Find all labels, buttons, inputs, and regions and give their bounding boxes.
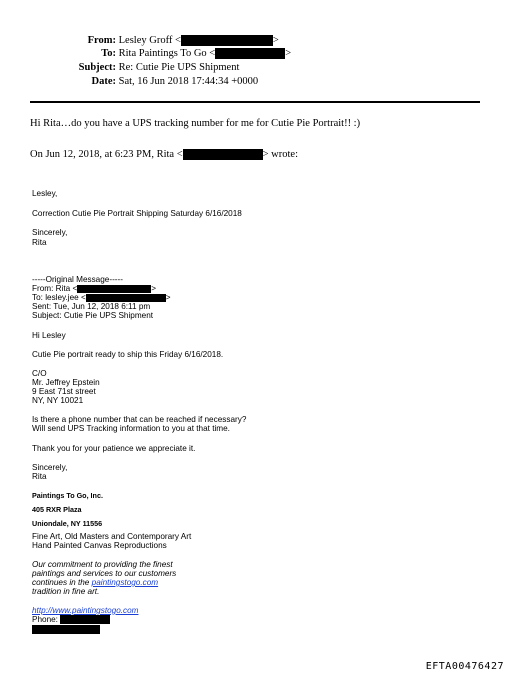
original-to-text: To: lesley.jee < xyxy=(32,293,86,302)
to-label: To: xyxy=(101,48,116,59)
redaction-box xyxy=(86,294,166,302)
will-send-line: Will send UPS Tracking information to you at that time. xyxy=(32,424,230,433)
quoted-greeting: Lesley, xyxy=(32,189,58,198)
close-bracket: > xyxy=(272,35,279,46)
address-line-1: C/O xyxy=(32,369,47,378)
original-sincerely: Sincerely, xyxy=(32,463,68,472)
signature-address-2: Uniondale, NY 11556 xyxy=(32,519,103,528)
signature-commit-1: Our commitment to providing the finest xyxy=(32,560,173,569)
original-sent: Sent: Tue, Jun 12, 2018 6:11 pm xyxy=(32,302,151,311)
thanks-line: Thank you for your patience we appreciate it. xyxy=(32,444,196,453)
phone-label: Phone: xyxy=(32,615,58,624)
signature-commit-4: tradition in fine art. xyxy=(32,587,100,596)
document-id: EFTA00476427 xyxy=(425,661,504,672)
redaction-box xyxy=(181,35,273,46)
reply-text: Hi Rita…do you have a UPS tracking number for me for Cutie Pie Portrait!! :) xyxy=(30,118,361,129)
close-bracket: > xyxy=(165,293,171,302)
address-line-2: Mr. Jeffrey Epstein xyxy=(32,378,100,387)
original-greeting: Hi Lesley xyxy=(32,331,66,340)
from-label: From: xyxy=(87,35,116,46)
close-bracket: > xyxy=(285,48,292,59)
redaction-box xyxy=(215,48,285,59)
quoted-correction: Correction Cutie Pie Portrait Shipping Saturday 6/16/2018 xyxy=(32,209,242,218)
signature-tagline-2: Hand Painted Canvas Reproductions xyxy=(32,541,167,550)
original-subject: Subject: Cutie Pie UPS Shipment xyxy=(32,311,154,320)
signature-address-1: 405 RXR Plaza xyxy=(32,505,82,514)
signature-phone xyxy=(32,615,110,625)
address-line-3: 9 East 71st street xyxy=(32,387,96,396)
quoted-sincerely: Sincerely, xyxy=(32,228,68,237)
redaction-box xyxy=(60,615,110,624)
header-from xyxy=(30,34,279,47)
to-value: Rita Paintings To Go < xyxy=(118,48,216,59)
close-bracket: > xyxy=(151,284,157,293)
date-label: Date: xyxy=(91,76,116,87)
original-name: Rita xyxy=(32,472,47,481)
subject-label: Subject: xyxy=(78,62,116,73)
commit-3-prefix: continues in the xyxy=(32,578,92,587)
from-value: Lesley Groff < xyxy=(118,35,181,46)
signature-commit-2: paintings and services to our customers xyxy=(32,569,177,578)
original-ready: Cutie Pie portrait ready to ship this Friday 6/16/2018. xyxy=(32,350,224,359)
address-line-4: NY, NY 10021 xyxy=(32,396,84,405)
subject-value: Re: Cutie Pie UPS Shipment xyxy=(118,62,240,73)
header-date xyxy=(30,75,258,88)
header-to xyxy=(30,47,291,60)
redaction-box xyxy=(183,149,263,160)
quote-intro-prefix: On Jun 12, 2018, at 6:23 PM, Rita < xyxy=(30,149,183,160)
redaction-box xyxy=(77,285,151,293)
quote-intro-suffix: > wrote: xyxy=(262,149,299,160)
phone-question: Is there a phone number that can be reached if necessary? xyxy=(32,415,247,424)
original-from-text: From: Rita < xyxy=(32,284,78,293)
signature-tagline-1: Fine Art, Old Masters and Contemporary Art xyxy=(32,532,192,541)
redaction-box xyxy=(32,625,100,634)
quoted-name: Rita xyxy=(32,238,47,247)
website-link[interactable]: http://www.paintingstogo.com xyxy=(32,606,139,615)
header-divider xyxy=(30,101,480,103)
quote-intro xyxy=(30,148,298,161)
signature-company: Paintings To Go, Inc. xyxy=(32,491,103,500)
date-value: Sat, 16 Jun 2018 17:44:34 +0000 xyxy=(118,76,259,87)
commit-3-link[interactable]: paintingstogo.com xyxy=(91,578,159,587)
original-divider: -----Original Message----- xyxy=(32,275,123,284)
header-subject xyxy=(30,61,239,74)
